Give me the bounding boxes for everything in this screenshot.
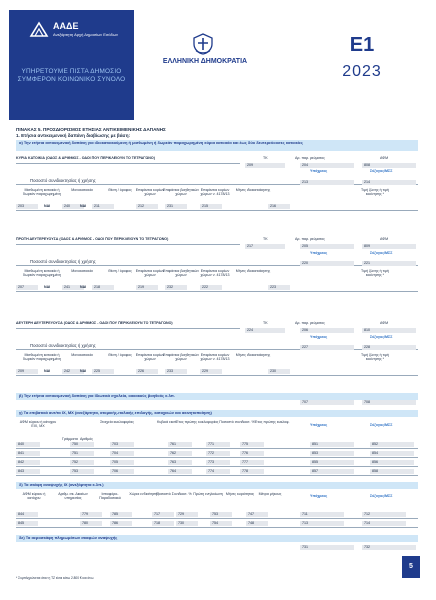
boat-cell[interactable]: 754	[210, 521, 232, 526]
column-header: Μονοκατοικία	[71, 188, 93, 192]
row-code[interactable]: 233	[165, 369, 187, 374]
tk-header: ΤΚ	[263, 321, 268, 325]
column-header: Επιφάνεια κυρίων χώρων ν. 4178/13	[200, 188, 230, 196]
boat-cell[interactable]: 844	[16, 512, 38, 517]
vehicle-row-line	[16, 475, 418, 476]
section-e-band: δε) Τα αεροσκάφη πληρωμάτων σκαφών αναψυχής	[16, 535, 418, 542]
column-header: Θέση / όροφος	[108, 188, 132, 192]
vehicle-cell[interactable]: 858	[370, 469, 414, 474]
form-year: 2023	[342, 63, 382, 80]
vehicle-cell[interactable]: 852	[370, 442, 414, 447]
vehicle-cell[interactable]: 704	[110, 451, 134, 456]
address-header: Αρ. παρ. ρεύματος	[295, 156, 325, 160]
ypoxreos-label: Υπόχρεος	[310, 251, 328, 255]
section-e-code-2[interactable]: 732	[362, 545, 416, 550]
tk-header: ΤΚ	[263, 156, 268, 160]
vehicle-column-header: Ποσοστό συνιδιοκτ. %	[219, 420, 255, 424]
boat-cell[interactable]: 730	[176, 521, 198, 526]
row-code[interactable]: 242	[62, 369, 84, 374]
nai-label: ΝΑΙ	[44, 204, 51, 208]
vehicle-cell[interactable]: 772	[206, 451, 230, 456]
address-header: Αρ. παρ. ρεύματος	[295, 321, 325, 325]
ypoxreos-label: Υπόχρεος	[310, 494, 328, 498]
country-name: ΕΛΛΗΝΙΚΗ ΔΗΜΟΚΡΑΤΙΑ	[162, 58, 248, 65]
share-line	[16, 265, 418, 266]
boat-cell[interactable]: 779	[80, 512, 102, 517]
column-header: Θέση / όροφος	[108, 269, 132, 273]
boat-cell[interactable]: 785	[110, 512, 132, 517]
section-a-band: α) Την ετήσια αντικειμενική δαπάνη για ιδιοκατοικούμενη ή μισθωμένη ή δωρεάν παραχωρημένη κύρια κατοικία και έως δύο δευτερεύουσες κατοικίες	[16, 140, 418, 151]
section-b-code-2[interactable]: 708	[362, 400, 416, 405]
column-header: Επιφάνεια κυρίων χώρων	[135, 269, 165, 277]
row-code[interactable]: 231	[165, 204, 187, 209]
column-header: Επιφάνεια βοηθητικών χώρων	[163, 269, 199, 277]
row-code[interactable]: 241	[62, 285, 84, 290]
boat-column-header: Ποσοστό Συνιδιοκτ. %	[156, 492, 192, 496]
row-code[interactable]: 240	[62, 204, 84, 209]
row-code[interactable]: 219	[136, 285, 158, 290]
boat-column-header: ΑΦΜ κύριου ή κατόχου	[22, 492, 46, 500]
column-header: Μισθωμένη κατοικία ή δωρεάν παραχωρημένη	[22, 188, 62, 196]
afm-code[interactable]: 810	[362, 328, 416, 333]
vehicle-cell[interactable]: 855	[310, 460, 354, 465]
column-header: Μονοκατοικία	[71, 269, 93, 273]
ypoxreos-label: Υπόχρεος	[310, 335, 328, 339]
vehicle-sub-number: Αριθμός	[80, 437, 94, 441]
column-header: Επιφάνεια κυρίων χώρων ν. 4178/13	[200, 353, 230, 361]
column-header: Μονοκατοικία	[71, 353, 93, 357]
aade-name: ΑΑΔΕ	[53, 21, 79, 31]
aade-brand-panel	[9, 10, 134, 120]
syzygos-label: Σύζυγος/ΜΣΣ	[370, 169, 393, 173]
vehicle-cell[interactable]: 853	[310, 451, 354, 456]
section-b-band: β) Την ετήσια αντικειμενική δαπάνη για Ιδιωτικά σχολεία, οικιακούς βοηθούς κ.λπ.	[16, 393, 418, 400]
vehicle-row-line	[16, 448, 418, 449]
nai-label: ΝΑΙ	[80, 204, 87, 208]
column-header: Μισθωμένη κατοικία ή δωρεάν παραχωρημένη	[22, 269, 62, 277]
footnote: * Συμπληρώνεται όταν η ΤΖ είναι κάτω 2.800 € και άνω	[16, 576, 94, 580]
boat-cell[interactable]: 753	[210, 512, 232, 517]
vehicle-cell[interactable]: 856	[370, 460, 414, 465]
boat-cell[interactable]: 718	[152, 521, 174, 526]
ypoxreos-label: Υπόχρεος	[310, 423, 328, 427]
vehicle-cell[interactable]: 776	[240, 451, 264, 456]
nai-label: ΝΑΙ	[44, 369, 51, 373]
share-line	[16, 349, 418, 350]
boat-column-header: Μήνες κυριότητας	[225, 492, 255, 496]
boat-cell[interactable]: 845	[16, 521, 38, 526]
column-header: Μήνες ιδιοκατοίκησης	[235, 269, 271, 273]
vehicle-cell[interactable]: 841	[16, 451, 40, 456]
vehicle-cell[interactable]: 843	[16, 469, 40, 474]
vehicle-sub-letters: Γράμματα	[62, 437, 78, 441]
afm-header: ΑΦΜ	[380, 321, 389, 325]
share-code-2[interactable]: 221	[362, 261, 416, 266]
row-code[interactable]: 211	[92, 204, 114, 209]
row-code[interactable]: 223	[268, 285, 290, 290]
vehicle-cell[interactable]: 753	[70, 469, 94, 474]
syzygos-label: Σύζυγος/ΜΣΣ	[370, 423, 393, 427]
address-line	[16, 328, 240, 329]
vehicle-cell[interactable]: 750	[70, 442, 94, 447]
aade-slogan: ΥΠΗΡΕΤΟΥΜΕ ΠΙΣΤΑ ΔΗΜΟΣΙΟ ΣΥΜΦΕΡΟΝ ΚΟΙΝΩΝΙΚΟ ΣΥΝΟΛΟ	[17, 68, 126, 83]
afm-header: ΑΦΜ	[380, 237, 389, 241]
row-line	[16, 210, 418, 211]
row-code[interactable]: 230	[268, 369, 290, 374]
column-header: Μήνες ιδιοκατοίκησης	[235, 353, 271, 357]
vehicle-column-header: Έτος πρώτης κυκλοφορίας	[175, 420, 219, 424]
nai-label: ΝΑΙ	[80, 369, 87, 373]
vehicle-cell[interactable]: 842	[16, 460, 40, 465]
nai-label: ΝΑΙ	[80, 285, 87, 289]
syzygos-label: Σύζυγος/ΜΣΣ	[370, 335, 393, 339]
page-number: 5	[402, 556, 420, 578]
boat-cell[interactable]: 717	[152, 512, 174, 517]
vehicle-cell[interactable]: 751	[70, 451, 94, 456]
boat-cell[interactable]: 714	[362, 521, 406, 526]
share-line	[16, 184, 418, 185]
residence-label: ΚΥΡΙΑ ΚΑΤΟΙΚΙΑ (ΟΔΟΣ & ΑΡΙΘΜΟΣ - ΟΔΟΙ ΠΟΥ ΠΕΡΙΚΛΕΙΟΥΝ ΤΟ ΤΕΤΡΑΓΩΝΟ)	[16, 156, 155, 160]
share-label: Ποσοστό συνιδιοκτησίας ή χρήσης	[30, 343, 96, 348]
row-code[interactable]: 203	[16, 204, 38, 209]
tk-code[interactable]: 224	[245, 328, 285, 333]
syzygos-label: Σύζυγος/ΜΣΣ	[370, 494, 393, 498]
column-header: Μισθωμένη κατοικία ή δωρεάν παραχωρημένη	[22, 353, 62, 361]
residence-label: ΔΕΥΤΕΡΗ ΔΕΥΤΕΡΕΥΟΥΣΑ (ΟΔΟΣ & ΑΡΙΘΜΟΣ - ΟΔΟΙ ΠΟΥ ΠΕΡΙΚΛΕΙΟΥΝ ΤΟ ΤΕΤΡΑΓΩΝΟ)	[16, 321, 173, 325]
address-line	[16, 163, 240, 164]
boat-cell[interactable]: 729	[176, 512, 198, 517]
section-c-band: γ) Τα επιβατικά αυτ/τα IX, MX (ανεξάρτητα, ατομικής-ιταλικής επιλογής, κατοχικών και ακινητοποίηση)	[16, 410, 418, 417]
address-header: Αρ. παρ. ρεύματος	[295, 237, 325, 241]
vehicle-row-line	[16, 457, 418, 458]
row-code[interactable]: 232	[165, 285, 187, 290]
share-label: Ποσοστό συνιδιοκτησίας ή χρήσης	[30, 178, 96, 183]
vehicle-cell[interactable]: 762	[168, 451, 192, 456]
share-code-1[interactable]: 220	[300, 261, 354, 266]
row-code[interactable]: 215	[200, 204, 222, 209]
row-code[interactable]: 226	[136, 369, 158, 374]
tk-code[interactable]: 209	[245, 163, 285, 168]
vehicle-cell[interactable]: 773	[206, 460, 230, 465]
vehicle-cell[interactable]: 777	[240, 460, 264, 465]
row-code[interactable]: 222	[200, 285, 222, 290]
row-code[interactable]: 212	[136, 204, 158, 209]
address-code[interactable]: 205	[300, 244, 354, 249]
column-header: Επιφάνεια κυρίων χώρων	[135, 188, 165, 196]
aade-subtitle: Ανεξάρτητη Αρχή Δημοσίων Εσόδων	[53, 32, 118, 37]
afm-code[interactable]: 809	[362, 244, 416, 249]
vehicle-cell[interactable]: 778	[240, 469, 264, 474]
aade-logo-icon	[29, 20, 49, 40]
vehicle-cell[interactable]: 840	[16, 442, 40, 447]
vehicle-column-header: Έτος πρώτης κυκλοφ.	[254, 420, 290, 424]
boat-column-header: Αριθμ. σκ. Δικαίων υπηρεσίας	[58, 492, 88, 500]
boat-cell[interactable]: 780	[80, 521, 102, 526]
column-header: Θέση / όροφος	[108, 353, 132, 357]
greek-emblem-icon	[192, 33, 214, 55]
tk-header: ΤΚ	[263, 237, 268, 241]
boat-cell[interactable]: 747	[246, 512, 268, 517]
share-code-1[interactable]: 213	[300, 180, 354, 185]
row-code[interactable]: 229	[200, 369, 222, 374]
form-code: Ε1	[349, 34, 375, 56]
share-code-2[interactable]: 228	[362, 345, 416, 350]
vehicle-cell[interactable]: 763	[168, 460, 192, 465]
boat-column-header: Χώροι ενδιαίτησης	[129, 492, 159, 496]
section-subtitle: 1. Ετήσια αντικειμενική δαπάνη διαβίωσης με βάση:	[16, 133, 131, 138]
column-header: Επιφάνεια κυρίων χώρων	[135, 353, 165, 361]
vehicle-cell[interactable]: 854	[370, 451, 414, 456]
boat-cell[interactable]: 713	[300, 521, 344, 526]
section-b-code-1[interactable]: 707	[300, 400, 354, 405]
nai-label: ΝΑΙ	[44, 285, 51, 289]
table-title: ΠΙΝΑΚΑΣ 5. ΠΡΟΣΔΙΟΡΙΣΜΟΣ ΕΤΗΣΙΑΣ ΑΝΤΙΚΕΙΜΕΝΙΚΗΣ ΔΑΠΑΝΗΣ	[16, 127, 166, 132]
column-header: Επιφάνεια βοηθητικών χώρων	[163, 353, 199, 361]
column-header: Επιφάνεια κυρίων χώρων ν. 4178/13	[200, 269, 230, 277]
vehicle-column-header: Κυβικά εκατ.	[157, 420, 177, 424]
row-code[interactable]: 207	[16, 285, 38, 290]
column-header: Τιμή ζώνης ή τιμή εκκίνησης *	[361, 353, 389, 361]
boat-cell[interactable]: 711	[300, 512, 344, 517]
boat-column-header: Ιστιοφόρο-Παραδοσιακό	[99, 492, 121, 500]
boat-row-line	[16, 527, 418, 528]
boat-column-header: Μέτρα μήκους	[258, 492, 282, 496]
row-code[interactable]: 209	[16, 369, 38, 374]
share-code-2[interactable]: 214	[362, 180, 416, 185]
boat-cell[interactable]: 786	[110, 521, 132, 526]
vehicle-cell[interactable]: 774	[206, 469, 230, 474]
boat-column-header: Πρώτη ενηλικίωση	[193, 492, 223, 496]
share-label: Ποσοστό συνιδιοκτησίας ή χρήσης	[30, 259, 96, 264]
address-code[interactable]: 206	[300, 328, 354, 333]
vehicle-cell[interactable]: 761	[168, 442, 192, 447]
vehicle-cell[interactable]: 771	[206, 442, 230, 447]
vehicle-cell[interactable]: 752	[70, 460, 94, 465]
vehicle-column-header: Στοιχεία κυκλοφορίας	[100, 420, 134, 424]
vehicle-cell[interactable]: 851	[310, 442, 354, 447]
vehicle-column-header: ΑΦΜ κύριου ή κάτοχου ΕΙΧ, ΜΧ	[19, 420, 57, 428]
address-code[interactable]: 204	[300, 163, 354, 168]
section-e-code-1[interactable]: 731	[300, 545, 354, 550]
vehicle-cell[interactable]: 703	[110, 442, 134, 447]
section-d-band: δ) Τα σκάφη αναψυχής IX (ανεξάρτητα κ.λπ.)	[16, 482, 418, 489]
column-header: Επιφάνεια βοηθητικών χώρων	[163, 188, 199, 196]
vehicle-cell[interactable]: 775	[240, 442, 264, 447]
row-line	[16, 291, 418, 292]
vehicle-cell[interactable]: 764	[168, 469, 192, 474]
afm-code[interactable]: 808	[362, 163, 416, 168]
share-code-1[interactable]: 227	[300, 345, 354, 350]
boat-cell[interactable]: 748	[246, 521, 268, 526]
vehicle-cell[interactable]: 706	[110, 469, 134, 474]
vehicle-cell[interactable]: 857	[310, 469, 354, 474]
syzygos-label: Σύζυγος/ΜΣΣ	[370, 251, 393, 255]
row-code[interactable]: 216	[268, 204, 290, 209]
address-line	[16, 244, 240, 245]
residence-label: ΠΡΩΤΗ ΔΕΥΤΕΡΕΥΟΥΣΑ (ΟΔΟΣ & ΑΡΙΘΜΟΣ - ΟΔΟΙ ΠΟΥ ΠΕΡΙΚΛΕΙΟΥΝ ΤΟ ΤΕΤΡΑΓΩΝΟ)	[16, 237, 169, 241]
column-header: Τιμή ζώνης ή τιμή εκκίνησης *	[361, 188, 389, 196]
column-header: Τιμή ζώνης ή τιμή εκκίνησης *	[361, 269, 389, 277]
ypoxreos-label: Υπόχρεος	[310, 169, 328, 173]
column-header: Μήνες ιδιοκατοίκησης	[235, 188, 271, 192]
row-code[interactable]: 225	[92, 369, 114, 374]
afm-header: ΑΦΜ	[380, 156, 389, 160]
row-code[interactable]: 218	[92, 285, 114, 290]
boat-cell[interactable]: 712	[362, 512, 406, 517]
boat-row-line	[16, 518, 418, 519]
vehicle-row-line	[16, 466, 418, 467]
row-line	[16, 375, 418, 376]
tk-code[interactable]: 217	[245, 244, 285, 249]
vehicle-cell[interactable]: 705	[110, 460, 134, 465]
